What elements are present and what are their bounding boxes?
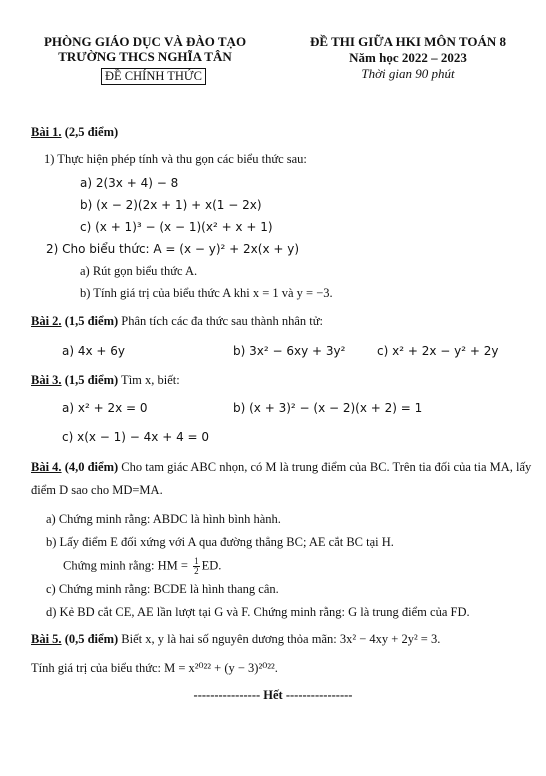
bai5-prompt: Biết x, y là hai số nguyên dương thỏa mãn: 3x² − 4xy + 2y² = 3. [118, 632, 441, 646]
school-year-text: Năm học 2022 – 2023 [349, 50, 467, 65]
bai2-b: b) 3x² − 6xy + 3y² [233, 344, 346, 358]
bai4-points: (4,0 điểm) [64, 460, 119, 474]
bai3-b: b) (x + 3)² − (x − 2)(x + 2) = 1 [233, 401, 423, 415]
exam-title [290, 34, 526, 50]
bai4-title: Bài 4. [31, 460, 62, 474]
bai1-q1: 1) Thực hiện phép tính và thu gọn các biểu thức sau: [44, 152, 307, 166]
bai5-line2: Tính giá trị của biểu thức: M = x²⁰²² + (y − 3)²⁰²². [31, 661, 278, 675]
bai1-q2a: a) Rút gọn biểu thức A. [80, 264, 198, 278]
bai4-a: a) Chứng minh rằng: ABDC là hình bình hành. [46, 512, 281, 526]
bai2-heading [31, 314, 323, 329]
bai3-title: Bài 3. [31, 373, 62, 387]
official-stamp [101, 67, 206, 85]
bai3-c: c) x(x − 1) − 4x + 4 = 0 [62, 430, 210, 444]
bai4-prompt-line1: Cho tam giác ABC nhọn, có M là trung điểm của BC. Trên tia đối của tia MA, lấy [118, 460, 532, 474]
school-name: TRƯỜNG THCS NGHĨA TÂN [58, 49, 232, 64]
bai5-points: (0,5 điểm) [64, 632, 119, 646]
bai2-a: a) 4x + 6y [62, 344, 126, 358]
bai1-title: Bài 1. [31, 125, 62, 139]
exam-title-text: ĐỀ THI GIỮA HKI MÔN TOÁN 8 [310, 34, 506, 49]
bai1-heading [31, 125, 118, 140]
official-label: ĐỀ CHÍNH THỨC [101, 68, 206, 85]
bai2-title: Bài 2. [31, 314, 62, 328]
bai1-q1a: a) 2(3x + 4) − 8 [80, 176, 179, 190]
department-name: PHÒNG GIÁO DỤC VÀ ĐÀO TẠO [43, 34, 247, 49]
bai3-heading [31, 373, 180, 388]
bai1-q2b: b) Tính giá trị của biểu thức A khi x = 1 và y = −3. [80, 286, 333, 300]
bai4-b2 [63, 557, 221, 576]
end-marker: ---------------- Hết ---------------- [193, 688, 353, 702]
exam-duration-text: Thời gian 90 phút [361, 66, 455, 81]
bai3-a: a) x² + 2x = 0 [62, 401, 148, 415]
bai1-q1b: b) (x − 2)(2x + 1) + x(1 − 2x) [80, 198, 262, 212]
bai4-b2-suffix: ED. [201, 558, 222, 573]
school-year [290, 50, 526, 66]
bai2-points: (1,5 điểm) [64, 314, 119, 328]
bai1-q2: 2) Cho biểu thức: A = (x − y)² + 2x(x + y) [46, 242, 300, 256]
fraction-denominator: 2 [194, 566, 199, 576]
bai4-b: b) Lấy điểm E đối xứng với A qua đường thẳng BC; AE cắt BC tại H. [46, 535, 394, 549]
bai4-d: d) Kẻ BD cắt CE, AE lần lượt tại G và F. Chứng minh rằng: G là trung điểm của FD. [46, 605, 470, 619]
bai4-c: c) Chứng minh rằng: BCDE là hình thang cân. [46, 582, 279, 596]
bai4-heading [31, 460, 531, 475]
bai3-points: (1,5 điểm) [64, 373, 119, 387]
half-fraction [193, 557, 200, 576]
bai5-title: Bài 5. [31, 632, 62, 646]
bai2-c: c) x² + 2x − y² + 2y [377, 344, 499, 358]
bai1-points: (2,5 điểm) [64, 125, 119, 139]
bai4-prompt-line2: điểm D sao cho MD=MA. [31, 483, 163, 497]
fraction-numerator: 1 [194, 556, 199, 566]
bai3-prompt: Tìm x, biết: [118, 373, 180, 387]
bai1-q1c: c) (x + 1)³ − (x − 1)(x² + x + 1) [80, 220, 273, 234]
bai5-heading [31, 632, 440, 647]
exam-duration [290, 66, 526, 82]
bai4-b2-prefix: Chứng minh rằng: HM = [63, 558, 192, 573]
bai2-prompt: Phân tích các đa thức sau thành nhân tử: [118, 314, 323, 328]
